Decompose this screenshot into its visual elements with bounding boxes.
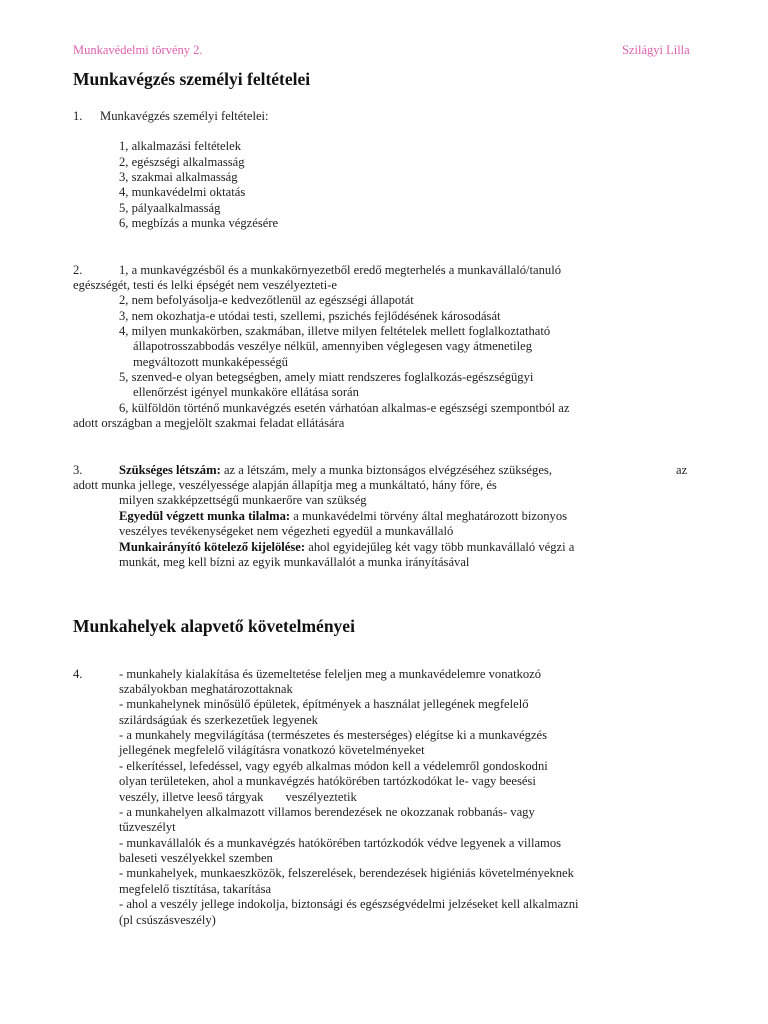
term-required-headcount: Szükséges létszám: <box>119 463 221 477</box>
requirement-line: - munkavállalók és a munkavégzés hatókörében tartózkodók védve legyenek a villamos <box>119 836 562 850</box>
paragraph-line: 2, nem befolyásolja-e kedvezőtlenül az egészségi állapotát <box>119 293 414 307</box>
section-title-workplace-requirements: Munkahelyek alapvető követelményei <box>73 616 355 636</box>
requirement-line: szilárdságúak és szerkezetűek legyenek <box>119 713 318 727</box>
definition-text: ahol egyidejűleg két vagy több munkavállaló végzi a <box>308 540 575 554</box>
requirement-line: - a munkahelyen alkalmazott villamos berendezések ne okozzanak robbanás- vagy <box>119 805 535 819</box>
list-item: 2, egészségi alkalmasság <box>119 155 245 169</box>
requirement-line: baleseti veszélyekkel szemben <box>119 851 273 865</box>
paragraph-line: 4, milyen munkakörben, szakmában, illetve milyen feltételek mellett foglalkoztatható <box>119 324 551 338</box>
definition-line <box>119 540 574 556</box>
header-doc-title: Munkavédelmi törvény 2. <box>73 43 203 57</box>
requirement-line: - munkahelyek, munkaeszközök, felszerelések, berendezések higiéniás követelményeknek <box>119 866 574 880</box>
paragraph-line: 6, külföldön történő munkavégzés esetén várhatóan alkalmas-e egészségi szempontból az <box>119 401 570 415</box>
section-title-personal-conditions: Munkavégzés személyi feltételei <box>73 69 311 89</box>
list-item: 4, munkavédelmi oktatás <box>119 185 246 199</box>
requirement-line: - a munkahely megvilágítása (természetes és mesterséges) elégítse ki a munkavégzés <box>119 728 548 742</box>
paragraph-line: 1, a munkavégzésből és a munkakörnyezetből eredő megterhelés a munkavállaló/tanuló <box>119 263 562 277</box>
requirement-line: megfelelő tisztítása, takarítása <box>119 882 272 896</box>
item-number: 2. <box>73 263 83 277</box>
definition-text: az a létszám, mely a munka biztonságos elvégzéséhez szükséges, <box>223 463 552 477</box>
term-solo-work-ban: Egyedül végzett munka tilalma: <box>119 509 291 523</box>
definition-line <box>119 463 552 479</box>
definition-text: munkát, meg kell bízni az egyik munkavállalót a munka irányításával <box>119 555 470 569</box>
term-work-supervisor: Munkairányító kötelező kijelölése: <box>119 540 306 554</box>
requirement-line: veszély, illetve leeső tárgyak veszélyeztetik <box>119 790 357 804</box>
requirement-line: jellegének megfelelő világításra vonatkozó követelményeket <box>119 743 425 757</box>
paragraph-line: megváltozott munkaképességű <box>133 355 288 369</box>
definition-text: az <box>676 463 688 477</box>
paragraph-line: egészségét, testi és lelki épségét nem veszélyezteti-e <box>73 278 338 292</box>
requirement-line: - munkahelynek minősülő épületek, építmények a használat jellegének megfelelő <box>119 697 529 711</box>
requirement-line: - ahol a veszély jellege indokolja, biztonsági és egészségvédelmi jelzéseket kell alkalmazni <box>119 897 579 911</box>
definition-text: veszélyes tevékenységeket nem végezheti egyedül a munkavállaló <box>119 524 454 538</box>
requirement-line: tűzveszélyt <box>119 820 176 834</box>
item-text: Munkavégzés személyi feltételei: <box>100 109 269 123</box>
item-number: 3. <box>73 463 83 477</box>
header-author: Szilágyi Lilla <box>622 43 690 57</box>
definition-text: a munkavédelmi törvény által meghatározott bizonyos <box>293 509 568 523</box>
requirement-line: (pl csúszásveszély) <box>119 913 216 927</box>
requirement-line: - elkerítéssel, lefedéssel, vagy egyéb alkalmas módon kell a védelemről gondoskodni <box>119 759 548 773</box>
definition-text: adott munka jellege, veszélyessége alapján állapítja meg a munkáltató, hány főre, és <box>73 478 497 492</box>
requirement-line: olyan területeken, ahol a munkavégzés hatókörében tartózkodókat le- vagy beesési <box>119 774 536 788</box>
requirement-line: - munkahely kialakítása és üzemeltetése feleljen meg a munkavédelemre vonatkozó <box>119 667 542 681</box>
item-number: 4. <box>73 667 83 681</box>
list-item: 3, szakmai alkalmasság <box>119 170 238 184</box>
requirement-line: szabályokban meghatározottaknak <box>119 682 293 696</box>
paragraph-line: 3, nem okozhatja-e utódai testi, szellemi, pszichés fejlődésének károsodását <box>119 309 501 323</box>
list-item: 6, megbízás a munka végzésére <box>119 216 279 230</box>
paragraph-line: állapotrosszabbodás veszélye nélkül, amennyiben véglegesen vagy átmenetileg <box>133 339 533 353</box>
definition-text: milyen szakképzettségű munkaerőre van szükség <box>119 493 367 507</box>
list-item: 1, alkalmazási feltételek <box>119 139 242 153</box>
paragraph-line: 5, szenved-e olyan betegségben, amely miatt rendszeres foglalkozás-egészségügyi <box>119 370 534 384</box>
item-number: 1. <box>73 109 83 123</box>
paragraph-line: ellenőrzést igényel munkaköre ellátása során <box>133 385 359 399</box>
list-item: 5, pályaalkalmasság <box>119 201 221 215</box>
definition-line <box>119 509 567 525</box>
paragraph-line: adott országban a megjelölt szakmai feladat ellátására <box>73 416 345 430</box>
